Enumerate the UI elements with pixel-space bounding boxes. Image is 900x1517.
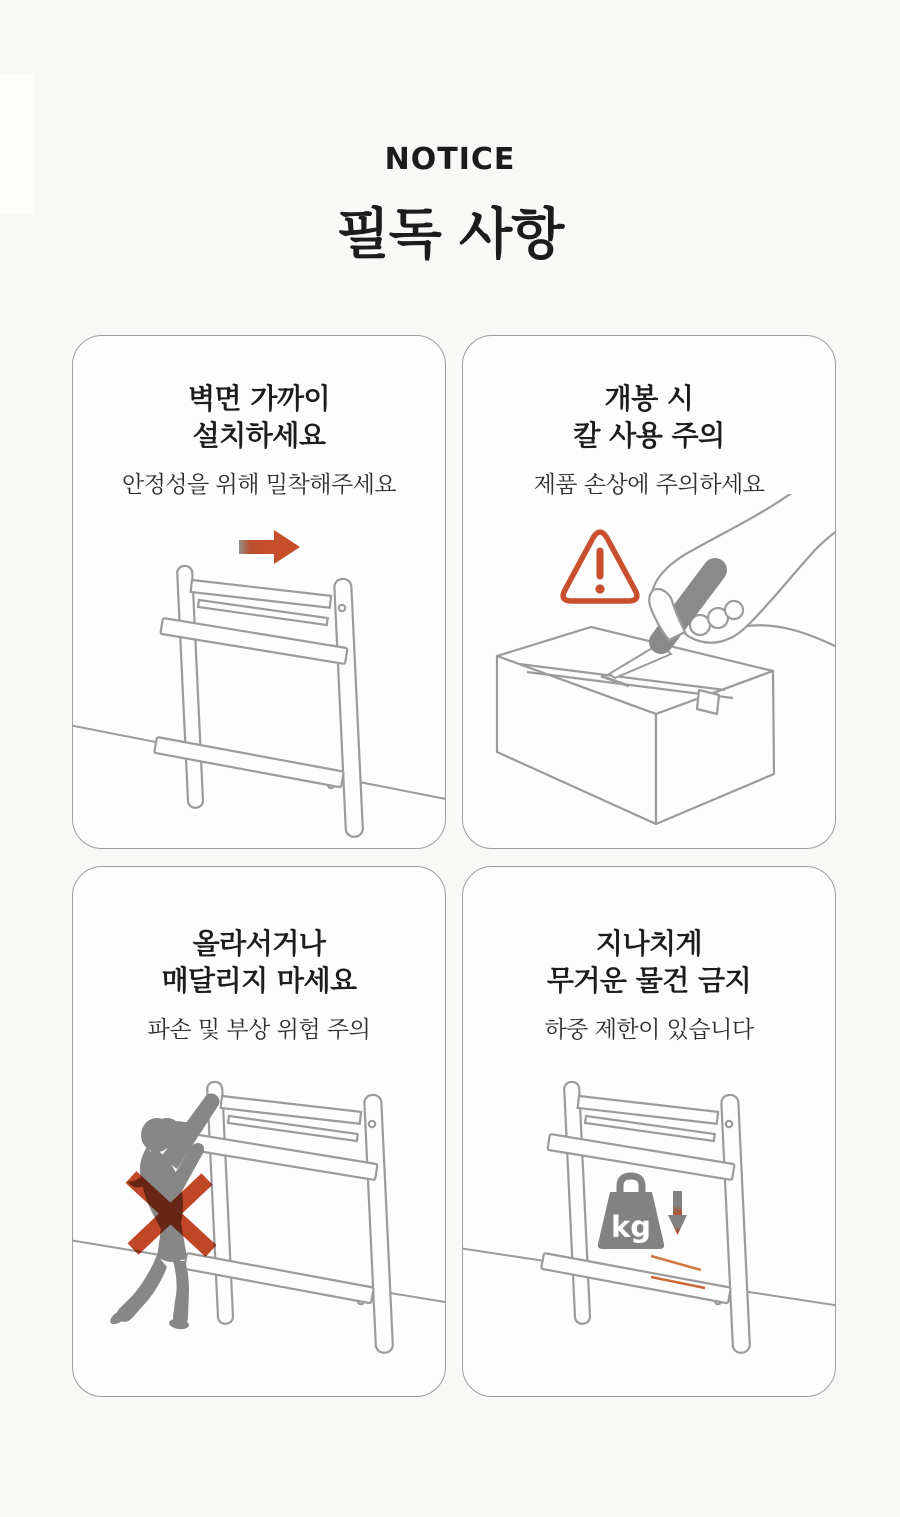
card-title: 벽면 가까이 설치하세요: [188, 382, 330, 452]
card-subtitle: 하중 제한이 있습니다: [544, 1017, 754, 1043]
weight-limit-illustration: [463, 1025, 836, 1396]
notice-eyebrow: NOTICE: [384, 142, 516, 177]
ladder-shelf-graphic: [184, 1082, 393, 1353]
page-title: 필독 사항: [336, 202, 564, 266]
no-climbing-illustration: [73, 1025, 446, 1396]
card-no-climbing: [72, 866, 446, 1397]
stress-line: [651, 1256, 701, 1270]
warning-triangle-icon: [563, 532, 637, 601]
down-arrow-icon: [668, 1191, 687, 1235]
box-cutter-illustration: [463, 494, 836, 848]
card-install-near-wall: [72, 335, 446, 849]
right-arrow-icon: [239, 530, 300, 564]
card-knife-caution: [462, 335, 836, 849]
ladder-shelf-graphic: [154, 566, 363, 837]
card-subtitle: 제품 손상에 주의하세요: [533, 472, 765, 498]
card-subtitle: 파손 및 부상 위험 주의: [147, 1017, 371, 1043]
shelf-arrow-illustration: [73, 494, 446, 848]
card-subtitle: 안정성을 위해 밀착해주세요: [121, 472, 397, 498]
card-no-heavy-items: [462, 866, 836, 1397]
kg-label: kg: [610, 1210, 652, 1244]
card-title: 개봉 시 칼 사용 주의: [573, 382, 725, 452]
box-graphic: [497, 627, 774, 824]
card-title: 지나치게 무거운 물건 금지: [546, 927, 752, 997]
tape-flap: [697, 690, 719, 714]
weight-kg-icon: [598, 1176, 664, 1249]
knuckle: [725, 601, 743, 619]
card-title: 올라서거나 매달리지 마세요: [161, 927, 357, 997]
